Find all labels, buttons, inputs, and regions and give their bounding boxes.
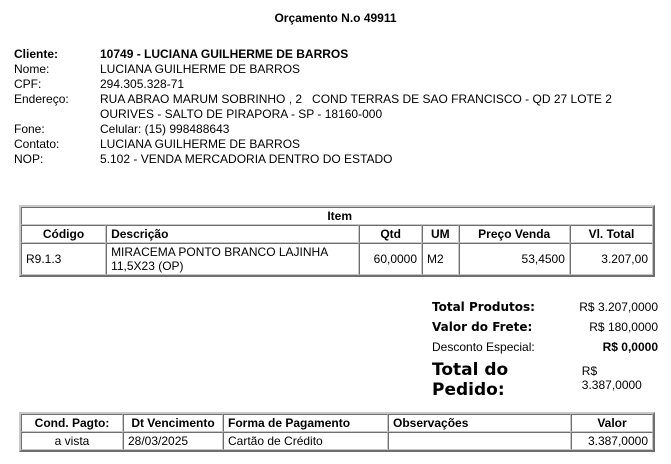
value: Celular: (15) 998488643	[100, 122, 230, 136]
cell-valor: 3.387,0000	[571, 432, 653, 450]
label: Endereço:	[14, 92, 69, 106]
col-valor: Valor	[571, 414, 653, 432]
value: 294.305.328-71	[100, 77, 185, 91]
payment-table	[19, 412, 655, 452]
cell-cond: a vista	[21, 432, 123, 450]
value: R$ 0,0000	[602, 340, 658, 354]
value: R$ 3.207,0000	[579, 300, 658, 314]
items-table	[19, 205, 655, 277]
label: Total Produtos:	[432, 300, 535, 314]
label: Desconto Especial:	[432, 340, 535, 354]
valor-frete-row	[432, 320, 658, 340]
value: 10749 - LUCIANA GUILHERME DE BARROS	[100, 47, 349, 61]
col-cond: Cond. Pagto:	[21, 414, 123, 432]
info-row-endereco-2	[14, 107, 612, 122]
table-row	[21, 432, 653, 450]
cell-forma: Cartão de Crédito	[223, 432, 388, 450]
label: NOP:	[14, 152, 44, 166]
value: LUCIANA GUILHERME DE BARROS	[100, 62, 301, 76]
page-title: Orçamento N.o 49911	[274, 11, 397, 25]
col-descricao: Descrição	[106, 225, 359, 243]
cell-codigo: R9.1.3	[21, 243, 106, 275]
cell-qtd: 60,0000	[359, 243, 422, 275]
col-qtd: Qtd	[359, 225, 422, 243]
label: CPF:	[14, 77, 42, 91]
value: R$ 180,0000	[589, 320, 658, 334]
label: Total do Pedido:	[432, 360, 509, 400]
label: Contato:	[14, 137, 60, 151]
col-forma: Forma de Pagamento	[223, 414, 388, 432]
customer-info	[14, 47, 612, 167]
items-header-row	[21, 225, 653, 243]
cell-total: 3.207,00	[570, 243, 653, 275]
payment-header-row	[21, 414, 653, 432]
value: OURIVES - SALTO DE PIRAPORA - SP - 18160-000	[100, 107, 383, 121]
label: Nome:	[14, 62, 50, 76]
info-row-fone	[14, 122, 612, 137]
cell-descricao: MIRACEMA PONTO BRANCO LAJINHA 11,5X23 (OP)	[106, 243, 359, 275]
info-row-cpf	[14, 77, 612, 92]
total-produtos-row	[432, 300, 658, 320]
cell-preco: 53,4500	[459, 243, 570, 275]
label: Cliente:	[14, 47, 59, 61]
cell-obs	[388, 432, 571, 450]
col-total: Vl. Total	[570, 225, 653, 243]
value: 5.102 - VENDA MERCADORIA DENTRO DO ESTADO	[100, 152, 393, 166]
value: RUA ABRAO MARUM SOBRINHO , 2 COND TERRAS DE SAO FRANCISCO - QD 27 LOTE 2	[100, 92, 612, 106]
value: R$ 3.387,0000	[581, 364, 642, 392]
col-preco: Preço Venda	[459, 225, 570, 243]
desconto-row	[432, 340, 658, 360]
info-row-cliente	[14, 47, 612, 62]
items-section-title: Item	[21, 207, 653, 225]
total-pedido-row	[432, 360, 658, 400]
col-um: UM	[422, 225, 458, 243]
value: LUCIANA GUILHERME DE BARROS	[100, 137, 301, 151]
totals-block	[432, 300, 658, 400]
info-row-contato	[14, 137, 612, 152]
label	[14, 107, 100, 122]
cell-um: M2	[422, 243, 458, 275]
info-row-nome	[14, 62, 612, 77]
info-row-endereco	[14, 92, 612, 107]
col-obs: Observações	[388, 414, 571, 432]
col-codigo: Código	[21, 225, 106, 243]
label: Fone:	[14, 122, 45, 136]
cell-vencimento: 28/03/2025	[123, 432, 223, 450]
info-row-nop	[14, 152, 612, 167]
label: Valor do Frete:	[432, 320, 533, 334]
col-vencimento: Dt Vencimento	[123, 414, 223, 432]
table-row	[21, 243, 653, 275]
